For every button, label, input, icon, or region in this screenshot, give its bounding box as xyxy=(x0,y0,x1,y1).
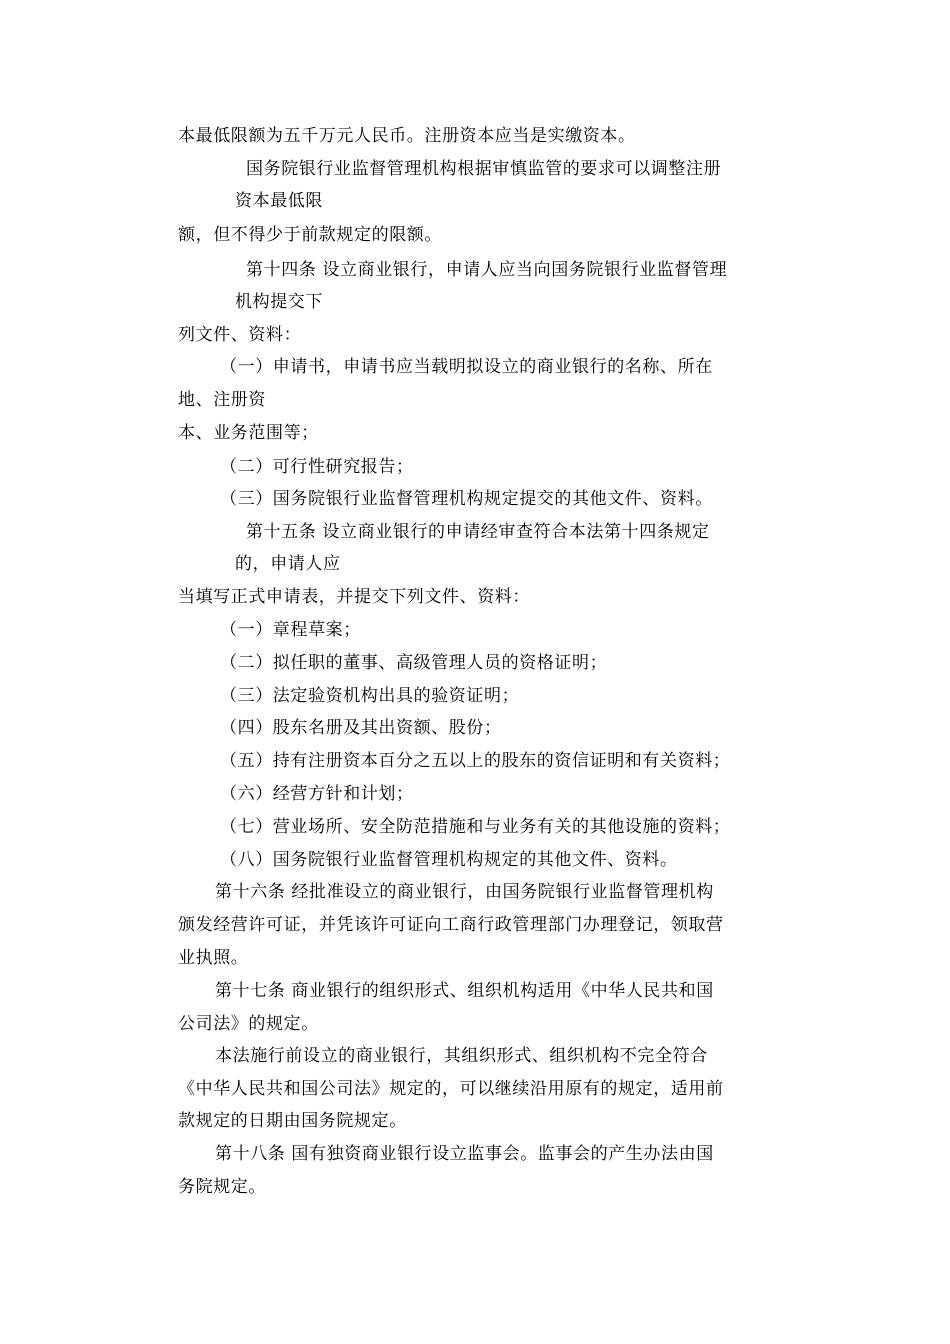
text-line: （一）章程草案； xyxy=(220,620,361,640)
text-line: （八）国务院银行业监督管理机构规定的其他文件、资料。 xyxy=(220,850,678,870)
text-line: 国务院银行业监督管理机构根据审慎监管的要求可以调整注册 xyxy=(246,159,722,179)
text-line: 第十七条 商业银行的组织形式、组织机构适用《中华人民共和国 xyxy=(215,981,714,1001)
text-line: （六）经营方针和计划； xyxy=(220,784,414,804)
text-line: （三）国务院银行业监督管理机构规定提交的其他文件、资料。 xyxy=(220,489,713,509)
text-line: 额，但不得少于前款规定的限额。 xyxy=(178,225,442,245)
text-line: 《中华人民共和国公司法》规定的，可以继续沿用原有的规定，适用前 xyxy=(178,1079,724,1099)
text-line: （四）股东名册及其出资额、股份； xyxy=(220,718,502,738)
text-line: 的，申请人应 xyxy=(235,554,341,574)
text-line: 本最低限额为五千万元人民币。注册资本应当是实缴资本。 xyxy=(178,126,636,146)
text-line: （三）法定验资机构出具的验资证明； xyxy=(220,686,520,706)
text-line: 颁发经营许可证，并凭该许可证向工商行政管理部门办理登记，领取营 xyxy=(178,915,724,935)
text-line: （五）持有注册资本百分之五以上的股东的资信证明和有关资料； xyxy=(220,751,731,771)
text-line: 公司法》的规定。 xyxy=(178,1014,319,1034)
text-line: 第十六条 经批准设立的商业银行，由国务院银行业监督管理机构 xyxy=(215,882,714,902)
text-line: 当填写正式申请表，并提交下列文件、资料： xyxy=(178,587,530,607)
text-line: 业执照。 xyxy=(178,948,249,968)
text-line: 第十四条 设立商业银行，申请人应当向国务院银行业监督管理 xyxy=(246,260,728,280)
text-line: 列文件、资料： xyxy=(178,325,302,345)
text-line: （二）可行性研究报告； xyxy=(220,457,414,477)
text-line: 款规定的日期由国务院规定。 xyxy=(178,1111,407,1131)
text-line: 第十八条 国有独资商业银行设立监事会。监事会的产生办法由国 xyxy=(215,1144,714,1164)
text-line: （一）申请书，申请书应当载明拟设立的商业银行的名称、所在 xyxy=(220,357,713,377)
text-line: 机构提交下 xyxy=(235,292,323,312)
text-line: 资本最低限 xyxy=(235,191,323,211)
text-line: 务院规定。 xyxy=(178,1177,266,1197)
text-line: （二）拟任职的董事、高级管理人员的资格证明； xyxy=(220,653,608,673)
text-line: 本法施行前设立的商业银行，其组织形式、组织机构不完全符合 xyxy=(215,1046,708,1066)
text-line: （七）营业场所、安全防范措施和与业务有关的其他设施的资料； xyxy=(220,817,731,837)
text-line: 地、注册资 xyxy=(178,390,266,410)
text-line: 第十五条 设立商业银行的申请经审查符合本法第十四条规定 xyxy=(246,522,710,542)
text-line: 本、业务范围等； xyxy=(178,423,319,443)
